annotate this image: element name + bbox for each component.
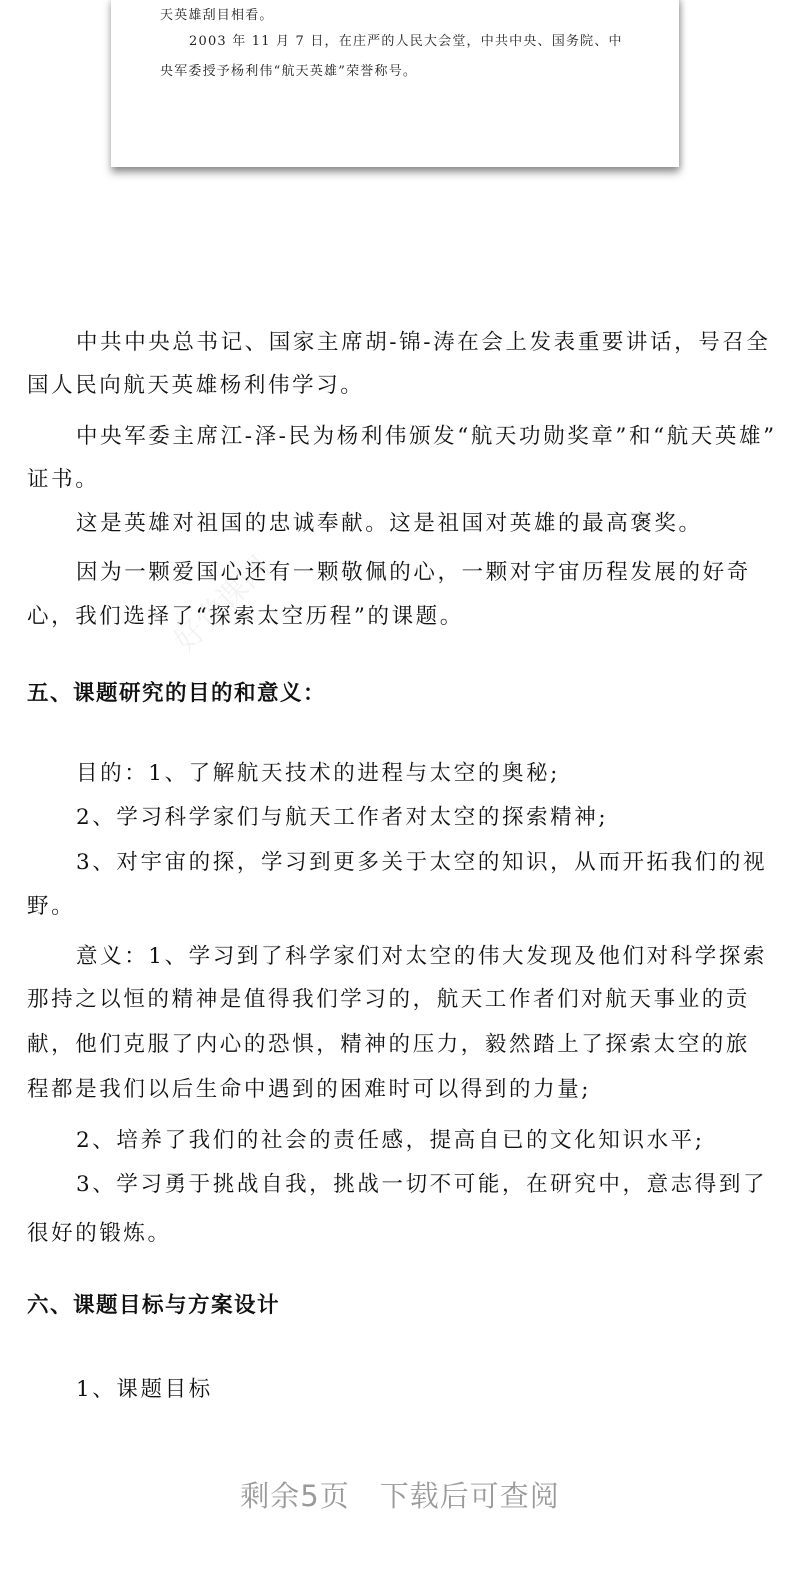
text-line: 中央军委主席江-泽-民为杨利伟颁发“航天功勋奖章”和“航天英雄” xyxy=(76,424,777,449)
remaining-pages-prompt[interactable]: 剩余5页 下载后可查阅 xyxy=(240,1479,560,1513)
text-line: 程都是我们以后生命中遇到的困难时可以得到的力量; xyxy=(27,1077,592,1102)
section-heading: 五、课题研究的目的和意义： xyxy=(27,681,327,706)
text-line: 这是英雄对祖国的忠诚奉献。这是祖国对英雄的最高褒奖。 xyxy=(76,511,703,536)
section-heading: 六、课题目标与方案设计 xyxy=(27,1293,281,1318)
text-line: 3、学习勇于挑战自我，挑战一切不可能，在研究中，意志得到了 xyxy=(76,1172,768,1197)
text-line: 2、培养了我们的社会的责任感，提高自已的文化知识水平; xyxy=(76,1128,705,1153)
text-line: 3、对宇宙的探，学习到更多关于太空的知识，从而开拓我们的视 xyxy=(76,850,768,875)
text-line: 2、学习科学家们与航天工作者对太空的探索精神; xyxy=(76,805,609,830)
text-line: 意义：1、学习到了科学家们对太空的伟大发现及他们对科学探索 xyxy=(76,944,768,969)
text-line: 中共中央总书记、国家主席胡-锦-涛在会上发表重要讲话，号召全 xyxy=(76,330,771,355)
text-line: 因为一颗爱国心还有一颗敬佩的心，一颗对宇宙历程发展的好奇 xyxy=(76,560,751,585)
text-line: 献，他们克服了内心的恐惧，精神的压力，毅然踏上了探索太空的旅 xyxy=(27,1032,751,1057)
text-line: 那持之以恒的精神是值得我们学习的，航天工作者们对航天事业的贡 xyxy=(27,987,751,1012)
text-line: 野。 xyxy=(27,894,76,919)
card-line: 天英雄刮目相看。 xyxy=(160,8,274,23)
text-line: 心，我们选择了“探索太空历程”的课题。 xyxy=(27,604,464,629)
watermark: 好党课网 xyxy=(167,549,278,660)
text-line: 国人民向航天英雄杨利伟学习。 xyxy=(27,373,365,398)
embedded-page-image xyxy=(111,0,679,167)
card-line: 2003 年 11 月 7 日，在庄严的人民大会堂，中共中央、国务院、中 xyxy=(189,34,623,49)
card-line: 央军委授予杨利伟“航天英雄”荣誉称号。 xyxy=(160,64,418,79)
text-line: 目的：1、了解航天技术的进程与太空的奥秘; xyxy=(76,761,561,786)
text-line: 证书。 xyxy=(27,467,100,492)
text-line: 很好的锻炼。 xyxy=(27,1221,172,1246)
text-line: 1、课题目标 xyxy=(76,1377,213,1402)
